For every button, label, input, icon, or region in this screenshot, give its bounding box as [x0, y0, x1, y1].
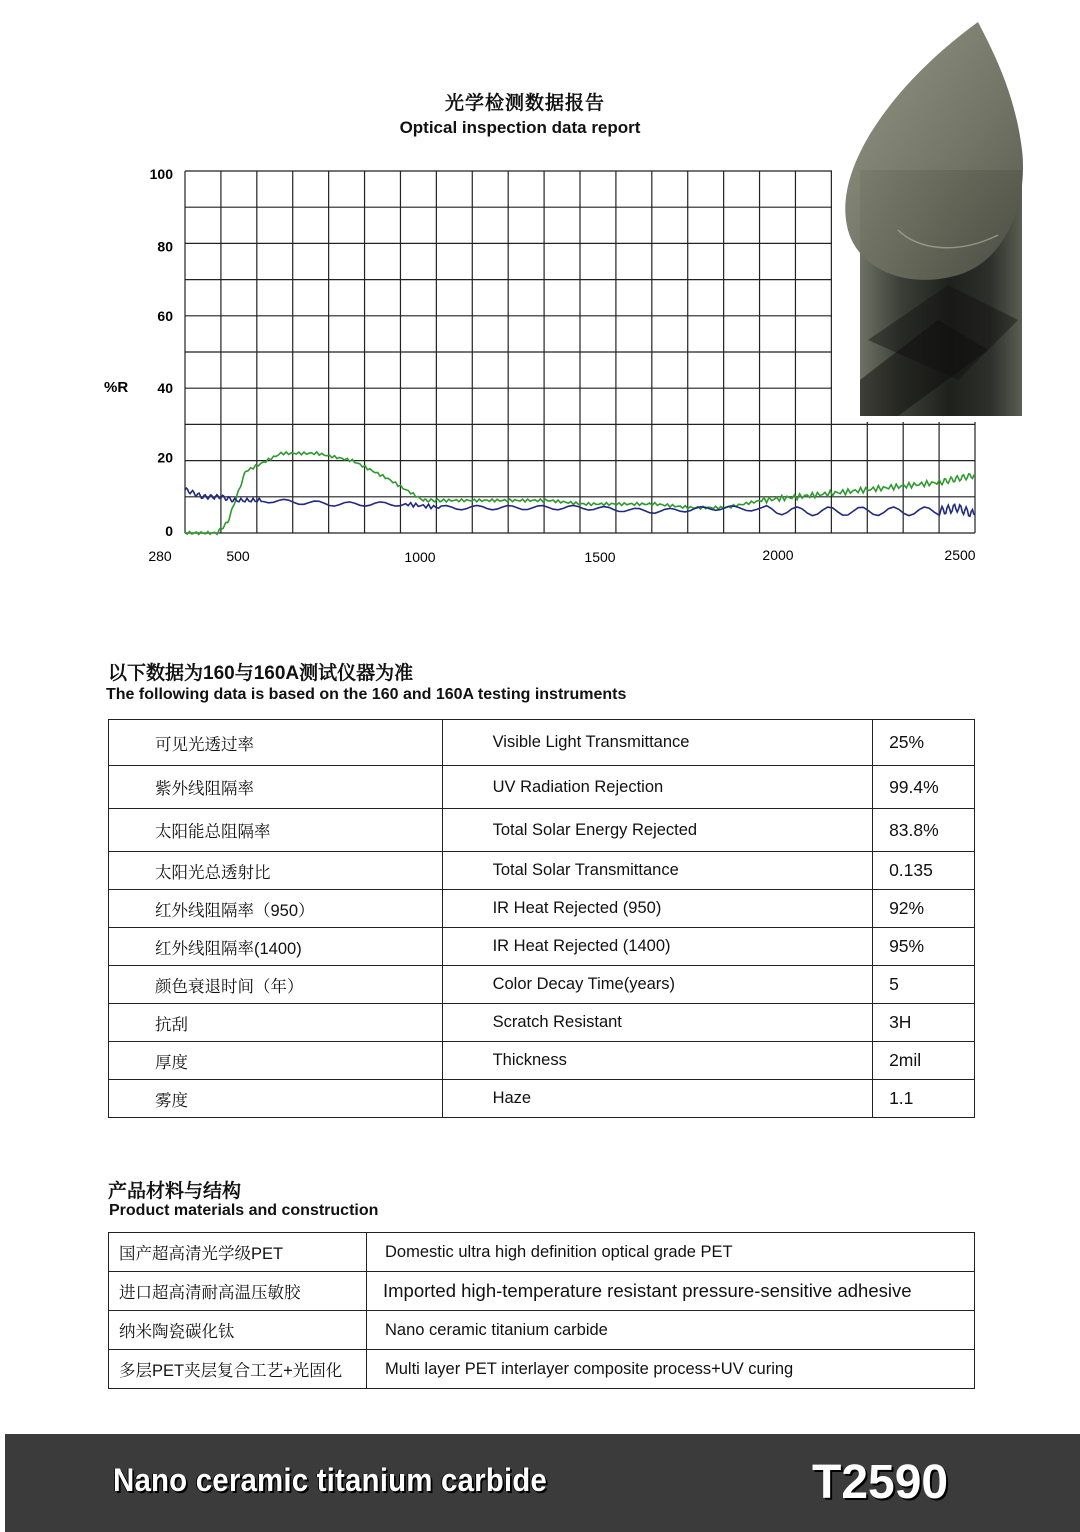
spec-label-cn: 颜色衰退时间（年） [109, 966, 443, 1004]
y-tick-label: 60 [157, 307, 173, 324]
spec-row [109, 966, 975, 1004]
material-cn: 国产超高清光学级PET [109, 1233, 367, 1272]
spec-label-en: Total Solar Energy Rejected [442, 809, 872, 852]
materials-table [108, 1232, 975, 1389]
spec-value: 3H [873, 1004, 975, 1042]
y-tick-label: 80 [157, 238, 173, 255]
chart-title-cn: 光学检测数据报告 [444, 93, 605, 114]
y-axis-label: %R [104, 379, 129, 396]
materials-row [109, 1272, 975, 1311]
spec-label-cn: 可见光透过率 [109, 720, 443, 766]
spec-label-cn: 厚度 [109, 1042, 443, 1080]
spec-label-cn: 太阳能总阻隔率 [109, 809, 443, 852]
spec-value: 0.135 [873, 852, 975, 890]
spec-label-en: IR Heat Rejected (950) [442, 890, 872, 928]
material-cn: 进口超高清耐高温压敏胶 [109, 1272, 367, 1311]
spec-row [109, 1080, 975, 1118]
spec-value: 25% [873, 720, 975, 766]
spec-row [109, 928, 975, 966]
spec-value: 95% [873, 928, 975, 966]
spec-label-en: Thickness [442, 1042, 872, 1080]
spec-value: 1.1 [873, 1080, 975, 1118]
spec-row [109, 1042, 975, 1080]
materials-row [109, 1311, 975, 1350]
x-tick-labels [148, 547, 975, 565]
spec-row [109, 809, 975, 852]
spec-label-cn: 雾度 [109, 1080, 443, 1118]
materials-row [109, 1233, 975, 1272]
footer-model: T2590 [812, 1456, 949, 1509]
spec-label-cn: 红外线阻隔率（950） [109, 890, 443, 928]
x-tick-label: 1000 [404, 549, 436, 565]
material-en: Multi layer PET interlayer composite process+UV curing [367, 1350, 975, 1389]
spec-row [109, 852, 975, 890]
spec-value: 83.8% [873, 809, 975, 852]
spec-label-cn: 红外线阻隔率(1400) [109, 928, 443, 966]
y-tick-labels [150, 166, 174, 539]
y-tick-label: 20 [157, 449, 173, 466]
material-en: Nano ceramic titanium carbide [367, 1311, 975, 1350]
spec-title-cn: 以下数据为160与160A测试仪器为准 [108, 663, 414, 684]
spec-value: 5 [873, 966, 975, 1004]
spec-label-cn: 抗刮 [109, 1004, 443, 1042]
x-tick-label: 280 [148, 548, 172, 564]
x-tick-label: 2500 [944, 547, 976, 563]
materials-title-cn: 产品材料与结构 [108, 1181, 242, 1202]
spec-label-en: IR Heat Rejected (1400) [442, 928, 872, 966]
materials-row [109, 1350, 975, 1389]
materials-title-en: Product materials and construction [109, 1202, 379, 1219]
x-tick-label: 500 [226, 548, 250, 564]
y-tick-label: 40 [157, 380, 173, 397]
x-tick-label: 2000 [762, 547, 794, 563]
spec-table [108, 719, 975, 1118]
spec-label-cn: 太阳光总透射比 [109, 852, 443, 890]
y-tick-label: 100 [149, 166, 173, 182]
spec-row [109, 720, 975, 766]
spec-title-en: The following data is based on the 160 and 160A testing instruments [106, 686, 627, 703]
spec-label-en: UV Radiation Rejection [442, 766, 872, 809]
spec-label-en: Haze [442, 1080, 872, 1118]
material-en: Domestic ultra high definition optical grade PET [367, 1233, 975, 1272]
spec-row [109, 890, 975, 928]
footer-product-name: Nano ceramic titanium carbide [113, 1462, 547, 1498]
spec-value: 99.4% [873, 766, 975, 809]
spec-row [109, 1004, 975, 1042]
y-tick-label: 0 [165, 523, 173, 539]
spec-label-en: Color Decay Time(years) [442, 966, 872, 1004]
film-roll-image [838, 20, 1038, 420]
material-cn: 纳米陶瓷碳化钛 [109, 1311, 367, 1350]
spec-label-en: Visible Light Transmittance [442, 720, 872, 766]
x-tick-label: 1500 [584, 549, 616, 565]
spec-label-en: Total Solar Transmittance [442, 852, 872, 890]
chart-title-en: Optical inspection data report [399, 118, 641, 137]
spec-label-cn: 紫外线阻隔率 [109, 766, 443, 809]
spec-value: 2mil [873, 1042, 975, 1080]
spec-label-en: Scratch Resistant [442, 1004, 872, 1042]
material-cn: 多层PET夹层复合工艺+光固化 [109, 1350, 367, 1389]
spec-value: 92% [873, 890, 975, 928]
material-en: Imported high-temperature resistant pressure-sensitive adhesive [367, 1272, 975, 1311]
spec-row [109, 766, 975, 809]
